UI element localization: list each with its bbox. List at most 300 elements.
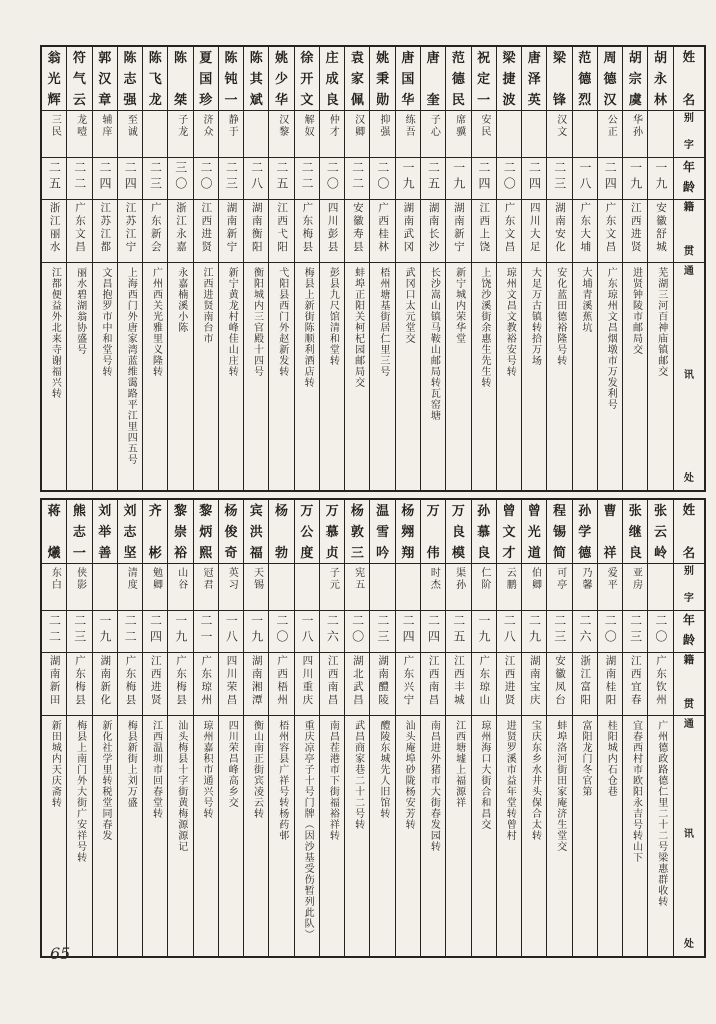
entry-name: 曹 祥: [598, 500, 622, 564]
entry-courtesy-name: [244, 111, 268, 158]
entry-native-place: 江西进贤: [194, 200, 218, 263]
entry-name: 袁 家 佩: [345, 47, 369, 111]
entry-column: [522, 500, 547, 956]
entry-native-place: 广东琼山: [472, 653, 496, 716]
entry-native-place: 广东琼州: [194, 653, 218, 716]
entry-column: [421, 47, 446, 490]
entry-age: 二〇: [269, 611, 293, 653]
entry-courtesy-name: 亚房: [623, 564, 647, 611]
entry-column: [598, 500, 623, 956]
field-label-age: 年 龄: [674, 158, 704, 200]
entry-column: [370, 500, 395, 956]
field-label-address: 通 讯 处: [683, 719, 694, 950]
entry-age: 二〇: [194, 158, 218, 200]
entry-column: [623, 500, 648, 956]
entry-address: 宜春西村市欧阳永吉号转山下: [630, 720, 642, 863]
entry-native-place: 广东钦州: [648, 653, 672, 716]
entry-column: [345, 500, 370, 956]
entry-column: [269, 500, 294, 956]
entry-native-place: 江西进贤: [143, 653, 167, 716]
entry-native-place: 江西弋阳: [269, 200, 293, 263]
entry-column: [396, 47, 421, 490]
entry-address: 江西温圳市回春堂转: [150, 720, 162, 819]
entry-native-place: 广东梅县: [67, 653, 91, 716]
entry-address: 武昌商家巷二十二号转: [352, 720, 364, 830]
entry-native-place: 广东文昌: [497, 200, 521, 263]
entry-age: 一九: [623, 158, 647, 200]
entry-address: 桂阳城内石仓巷: [605, 720, 617, 797]
entry-column: [118, 500, 143, 956]
entry-courtesy-name: 龙噎: [67, 111, 91, 158]
entry-courtesy-name: 东白: [42, 564, 66, 611]
entry-age: 二三: [623, 611, 647, 653]
entry-native-place: 湖南安化: [547, 200, 571, 263]
entry-courtesy-name: 汉黎: [269, 111, 293, 158]
entry-native-place: 浙江丽水: [42, 200, 66, 263]
entry-courtesy-name: [573, 111, 597, 158]
entry-name: 郭 汉 章: [93, 47, 117, 111]
entry-address: 衡山南正街宾凌云转: [251, 720, 263, 819]
entry-age: 一九: [396, 158, 420, 200]
entry-native-place: 江苏江宁: [118, 200, 142, 263]
entry-native-place: 湖南新宁: [446, 200, 470, 263]
entry-courtesy-name: [522, 111, 546, 158]
entry-age: 二三: [370, 611, 394, 653]
entry-native-place: 浙江富阳: [573, 653, 597, 716]
entry-column: [219, 47, 244, 490]
entry-column: [42, 47, 67, 490]
field-label-zi: 别 字: [674, 564, 704, 611]
entry-native-place: 广东新会: [143, 200, 167, 263]
entry-column: [93, 500, 118, 956]
entry-native-place: 湖南新宁: [219, 200, 243, 263]
entry-name: 夏 国 珍: [194, 47, 218, 111]
entry-age: 二〇: [320, 158, 344, 200]
entry-column: [547, 500, 572, 956]
entry-address: 丽水碧湖翁协盛号: [74, 267, 86, 355]
entry-name: 胡 永 林: [648, 47, 672, 111]
entry-age: 二〇: [497, 158, 521, 200]
entry-native-place: 广东梅县: [295, 200, 319, 263]
field-label-zi: 别 字: [674, 111, 704, 158]
entry-courtesy-name: 华孙: [623, 111, 647, 158]
entry-courtesy-name: 云鹏: [497, 564, 521, 611]
entry-name: 梁 锋: [547, 47, 571, 111]
entry-column: [370, 47, 395, 490]
entry-age: 一八: [219, 611, 243, 653]
entry-column: [547, 47, 572, 490]
entry-column: [194, 47, 219, 490]
entry-column: [648, 500, 673, 956]
entry-name: 程 锡 简: [547, 500, 571, 564]
entry-age: 二一: [194, 611, 218, 653]
entry-age: 二三: [547, 158, 571, 200]
entry-courtesy-name: [93, 564, 117, 611]
directory-table-bottom: [40, 498, 706, 958]
entry-address: 进贤罗溪市益年堂转曾村: [504, 720, 516, 841]
entry-native-place: 湖南湘潭: [244, 653, 268, 716]
entry-address: 芜湖三河百神庙镇邮交: [655, 267, 667, 377]
entry-address: 江都便益外北来寺谢福兴转: [49, 267, 61, 399]
entry-name: 唐 国 华: [396, 47, 420, 111]
entry-address: 安化蓝田德裕隆号转: [554, 267, 566, 366]
entry-native-place: 广东文昌: [598, 200, 622, 263]
entry-native-place: 江西进贤: [623, 200, 647, 263]
entry-address: 弋阳县西门外赵新发转: [276, 267, 288, 377]
field-label-address: 通 讯 处: [683, 266, 694, 484]
entry-age: 二六: [320, 611, 344, 653]
entry-age: 一九: [244, 611, 268, 653]
entry-age: 二〇: [598, 611, 622, 653]
entry-address: 上饶沙溪街余惠生先生转: [478, 267, 490, 388]
entry-name: 齐 彬: [143, 500, 167, 564]
entry-native-place: 江西南昌: [421, 653, 445, 716]
entry-name: 胡 宗 虞: [623, 47, 647, 111]
entry-native-place: 湖南桂阳: [598, 653, 622, 716]
page-number: 65: [50, 944, 71, 963]
entry-courtesy-name: 仁阶: [472, 564, 496, 611]
entry-courtesy-name: 汉卿: [345, 111, 369, 158]
entry-age: 二二: [42, 611, 66, 653]
entry-column: [143, 500, 168, 956]
entry-name: 范 德 烈: [573, 47, 597, 111]
entry-native-place: 四川彭县: [320, 200, 344, 263]
entry-name: 唐 泽 英: [522, 47, 546, 111]
entry-name: 熊 志 一: [67, 500, 91, 564]
entry-name: 万 伟: [421, 500, 445, 564]
entry-column: [497, 47, 522, 490]
entry-address: 梅县上新街陈顺利酒店转: [302, 267, 314, 388]
entry-address: 江西塘墟上福源祥: [453, 720, 465, 808]
entry-age: 一九: [168, 611, 192, 653]
entry-native-place: 四川重庆: [295, 653, 319, 716]
entry-address: 琼州嘉积市通兴号转: [201, 720, 212, 819]
entry-address: 醴陵东城先人旧馆转: [377, 720, 389, 819]
entry-age: 二二: [67, 158, 91, 200]
entry-name: 陈 钝 一: [219, 47, 243, 111]
entry-age: 二八: [497, 611, 521, 653]
entry-courtesy-name: 三民: [42, 111, 66, 158]
entry-address: 新宁城内荣华堂: [453, 267, 465, 344]
entry-column: [320, 500, 345, 956]
directory-table-top: [40, 45, 706, 492]
entry-address: 彭县九尺馆清和堂转: [327, 267, 339, 366]
entry-courtesy-name: 勉卿: [143, 564, 167, 611]
entry-age: 二五: [446, 611, 470, 653]
entry-name: 张 云 岭: [648, 500, 672, 564]
entry-column: [219, 500, 244, 956]
entry-age: 一八: [295, 611, 319, 653]
entry-age: 一九: [648, 158, 672, 200]
entry-address: 江西进贤南台市: [201, 267, 212, 344]
entry-native-place: 四川荣昌: [219, 653, 243, 716]
entry-address: 武冈口太元堂交: [403, 267, 415, 344]
entry-name: 周 德 汉: [598, 47, 622, 111]
entry-address: 蚌埠洛河街田家庵济生堂交: [554, 720, 566, 852]
entry-address: 梅县新街上刘万盛: [125, 720, 137, 808]
entry-name: 庄 成 良: [320, 47, 344, 111]
entry-age: 二〇: [370, 158, 394, 200]
entry-column: [118, 47, 143, 490]
entry-name: 黎 炳 熙: [194, 500, 218, 564]
entry-column: [472, 500, 497, 956]
entry-native-place: 安徽寿县: [345, 200, 369, 263]
entry-age: 二〇: [648, 611, 672, 653]
entry-native-place: 湖南长沙: [421, 200, 445, 263]
entry-age: 二三: [67, 611, 91, 653]
entry-age: 三〇: [168, 158, 192, 200]
entry-native-place: 浙江永嘉: [168, 200, 192, 263]
entry-column: [93, 47, 118, 490]
entry-courtesy-name: 至诚: [118, 111, 142, 158]
entry-name: 徐 开 文: [295, 47, 319, 111]
entry-native-place: 江西进贤: [497, 653, 521, 716]
field-label-native: 籍 贯: [674, 653, 704, 716]
entry-age: 二四: [118, 158, 142, 200]
entry-age: 二四: [472, 158, 496, 200]
entry-column: [446, 500, 471, 956]
entry-name: 曾 光 道: [522, 500, 546, 564]
entry-age: 二二: [118, 611, 142, 653]
entry-name: 孙 学 德: [573, 500, 597, 564]
entry-column: [345, 47, 370, 490]
entry-age: 二三: [547, 611, 571, 653]
entry-native-place: 广西桂林: [370, 200, 394, 263]
entry-column: [446, 47, 471, 490]
entry-age: 二九: [522, 611, 546, 653]
entry-name: 万 慕 贞: [320, 500, 344, 564]
entry-name: 范 德 民: [446, 47, 470, 111]
entry-column: [295, 500, 320, 956]
entry-age: 二四: [421, 611, 445, 653]
entry-age: 二四: [143, 611, 167, 653]
entry-name: 杨 俊 奇: [219, 500, 243, 564]
entry-name: 万 良 模: [446, 500, 470, 564]
entry-courtesy-name: 冠君: [194, 564, 218, 611]
entry-native-place: 湖南醴陵: [370, 653, 394, 716]
entry-courtesy-name: 席骥: [446, 111, 470, 158]
entry-name: 唐 奎: [421, 47, 445, 111]
entry-courtesy-name: [143, 111, 167, 158]
entry-courtesy-name: 辅庠: [93, 111, 117, 158]
entry-address: 宝庆东乡水井头保合太转: [529, 720, 541, 841]
entry-native-place: 广东兴宁: [396, 653, 420, 716]
entry-courtesy-name: 解奴: [295, 111, 319, 158]
entry-column: [42, 500, 67, 956]
entry-address: 富阳龙门冬官第: [579, 720, 591, 797]
entry-native-place: 广东梅县: [168, 653, 192, 716]
entry-column: [320, 47, 345, 490]
entry-name: 刘 举 善: [93, 500, 117, 564]
entry-column: [598, 47, 623, 490]
field-label-column: [674, 500, 704, 956]
entry-age: 二二: [345, 158, 369, 200]
field-label-name: 姓 名: [674, 47, 704, 111]
entry-address: 文昌抱罗市中和堂号转: [99, 267, 111, 377]
entry-address: 汕头梅县十字街黄梅源源记: [175, 720, 187, 852]
entry-address: 梅县上南门外大街广安祥号转: [74, 720, 86, 863]
entry-age: 二四: [598, 158, 622, 200]
entry-age: 二五: [421, 158, 445, 200]
entry-native-place: 湖南宝庆: [522, 653, 546, 716]
entry-native-place: 江西上饶: [472, 200, 496, 263]
entry-native-place: 安徽舒城: [648, 200, 672, 263]
entry-courtesy-name: 清度: [118, 564, 142, 611]
entry-native-place: 安徽凤台: [547, 653, 571, 716]
entry-address: 长沙嵩山镇马鞍山邮局转瓦窑塘: [428, 267, 440, 421]
entry-courtesy-name: 英习: [219, 564, 243, 611]
entry-courtesy-name: 抑强: [370, 111, 394, 158]
entry-age: 二四: [93, 158, 117, 200]
entry-column: [168, 47, 193, 490]
entry-age: 二二: [295, 158, 319, 200]
entry-column: [295, 47, 320, 490]
entry-courtesy-name: 济众: [194, 111, 218, 158]
entry-name: 姚 秉 勋: [370, 47, 394, 111]
entry-name: 黎 崇 裕: [168, 500, 192, 564]
entry-native-place: 江西宜春: [623, 653, 647, 716]
field-label-native: 籍 贯: [674, 200, 704, 263]
entry-courtesy-name: [370, 564, 394, 611]
entry-courtesy-name: 可亭: [547, 564, 571, 611]
entry-address: 南昌进外猪市大街春发园转: [428, 720, 440, 852]
entry-name: 曾 文 才: [497, 500, 521, 564]
entry-address: 蚌埠正阳关柯杞园邮局交: [352, 267, 364, 388]
entry-column: [67, 47, 92, 490]
entry-courtesy-name: 汉文: [547, 111, 571, 158]
entry-courtesy-name: [269, 564, 293, 611]
entry-name: 孙 慕 良: [472, 500, 496, 564]
entry-address: 琼州文昌文教裕安号转: [504, 267, 516, 377]
entry-name: 陈 志 强: [118, 47, 142, 111]
entry-address: 永嘉楠溪小陈: [175, 267, 187, 333]
entry-name: 万 公 度: [295, 500, 319, 564]
entry-name: 陈 飞 龙: [143, 47, 167, 111]
entry-native-place: 江西南昌: [320, 653, 344, 716]
entry-name: 杨 敦 三: [345, 500, 369, 564]
entry-age: 一九: [472, 611, 496, 653]
entry-column: [421, 500, 446, 956]
entry-courtesy-name: 时杰: [421, 564, 445, 611]
entry-courtesy-name: 练吾: [396, 111, 420, 158]
entry-age: 二六: [573, 611, 597, 653]
entry-name: 宾 洪 福: [244, 500, 268, 564]
field-label-name: 姓 名: [674, 500, 704, 564]
entry-courtesy-name: 侠影: [67, 564, 91, 611]
entry-column: [573, 500, 598, 956]
entry-native-place: 广东梅县: [118, 653, 142, 716]
entry-age: 二三: [143, 158, 167, 200]
entry-courtesy-name: [396, 564, 420, 611]
entry-address: 大埔青溪蕉坑: [579, 267, 591, 333]
entry-address: 广州西关光雅里义隆转: [150, 267, 162, 377]
entry-address: 广州德政路德仁里二十二号梁惠群收转: [655, 720, 667, 907]
entry-courtesy-name: 公正: [598, 111, 622, 158]
entry-name: 姚 少 华: [269, 47, 293, 111]
entry-name: 杨 翙 翔: [396, 500, 420, 564]
field-label-age: 年 龄: [674, 611, 704, 653]
directory-tables: [40, 45, 706, 958]
entry-column: [648, 47, 673, 490]
entry-column: [573, 47, 598, 490]
entry-courtesy-name: 静于: [219, 111, 243, 158]
entry-column: [497, 500, 522, 956]
entry-age: 二四: [522, 158, 546, 200]
entry-native-place: 广东大埔: [573, 200, 597, 263]
entry-column: [472, 47, 497, 490]
entry-age: 二三: [219, 158, 243, 200]
entry-native-place: 广西梧州: [269, 653, 293, 716]
entry-age: 二五: [269, 158, 293, 200]
entry-column: [623, 47, 648, 490]
entry-age: 二八: [244, 158, 268, 200]
field-label-column: [674, 47, 704, 490]
entry-courtesy-name: 宪五: [345, 564, 369, 611]
entry-courtesy-name: [295, 564, 319, 611]
entry-native-place: 四川大足: [522, 200, 546, 263]
entry-courtesy-name: 渠孙: [446, 564, 470, 611]
entry-courtesy-name: 天锡: [244, 564, 268, 611]
entry-courtesy-name: 子元: [320, 564, 344, 611]
entry-age: 一八: [573, 158, 597, 200]
entry-age: 二四: [396, 611, 420, 653]
entry-column: [269, 47, 294, 490]
entry-name: 刘 志 坚: [118, 500, 142, 564]
entry-age: 二五: [42, 158, 66, 200]
entry-courtesy-name: [648, 111, 672, 158]
entry-name: 温 雪 吟: [370, 500, 394, 564]
entry-address: 新田城内天庆斋转: [49, 720, 61, 808]
entry-address: 上海西门外唐家湾蓝维霭路平江里四五号: [125, 267, 137, 465]
entry-courtesy-name: [648, 564, 672, 611]
entry-address: 衡阳城内三官殿十四号: [251, 267, 263, 377]
entry-courtesy-name: 山谷: [168, 564, 192, 611]
entry-column: [522, 47, 547, 490]
entry-native-place: 湖南新化: [93, 653, 117, 716]
entry-name: 蒋 爔: [42, 500, 66, 564]
entry-native-place: 湖北武昌: [345, 653, 369, 716]
entry-column: [396, 500, 421, 956]
entry-native-place: 江苏江都: [93, 200, 117, 263]
entry-address: 梧州塘基街居仁里三号: [377, 267, 389, 377]
entry-address: 重庆凉亭子十号门牌（因沙基受伤暂列此队）: [302, 720, 314, 940]
entry-courtesy-name: 爱平: [598, 564, 622, 611]
entry-address: 新宁黄龙村峰佳山庄转: [226, 267, 238, 377]
entry-address: 琼州海口大街合和昌交: [478, 720, 490, 830]
entry-native-place: 湖南衡阳: [244, 200, 268, 263]
entry-native-place: 广东文昌: [67, 200, 91, 263]
entry-courtesy-name: 仲才: [320, 111, 344, 158]
entry-column: [244, 500, 269, 956]
entry-courtesy-name: 伯卿: [522, 564, 546, 611]
entry-column: [67, 500, 92, 956]
entry-courtesy-name: 子龙: [168, 111, 192, 158]
entry-name: 梁 捷 波: [497, 47, 521, 111]
entry-address: 汕头庵埠砂陇杨安芳转: [403, 720, 415, 830]
entry-address: 新化社学里转税堂同春发: [99, 720, 111, 841]
entry-courtesy-name: 安民: [472, 111, 496, 158]
entry-column: [143, 47, 168, 490]
entry-courtesy-name: [497, 111, 521, 158]
entry-courtesy-name: 子心: [421, 111, 445, 158]
entry-name: 杨 勃: [269, 500, 293, 564]
entry-name: 翁 光 辉: [42, 47, 66, 111]
entry-column: [168, 500, 193, 956]
entry-age: 二〇: [345, 611, 369, 653]
entry-address: 广东琼州文昌烟墩市万发利号: [605, 267, 617, 410]
entry-name: 陈 桀: [168, 47, 192, 111]
entry-native-place: 江西丰城: [446, 653, 470, 716]
